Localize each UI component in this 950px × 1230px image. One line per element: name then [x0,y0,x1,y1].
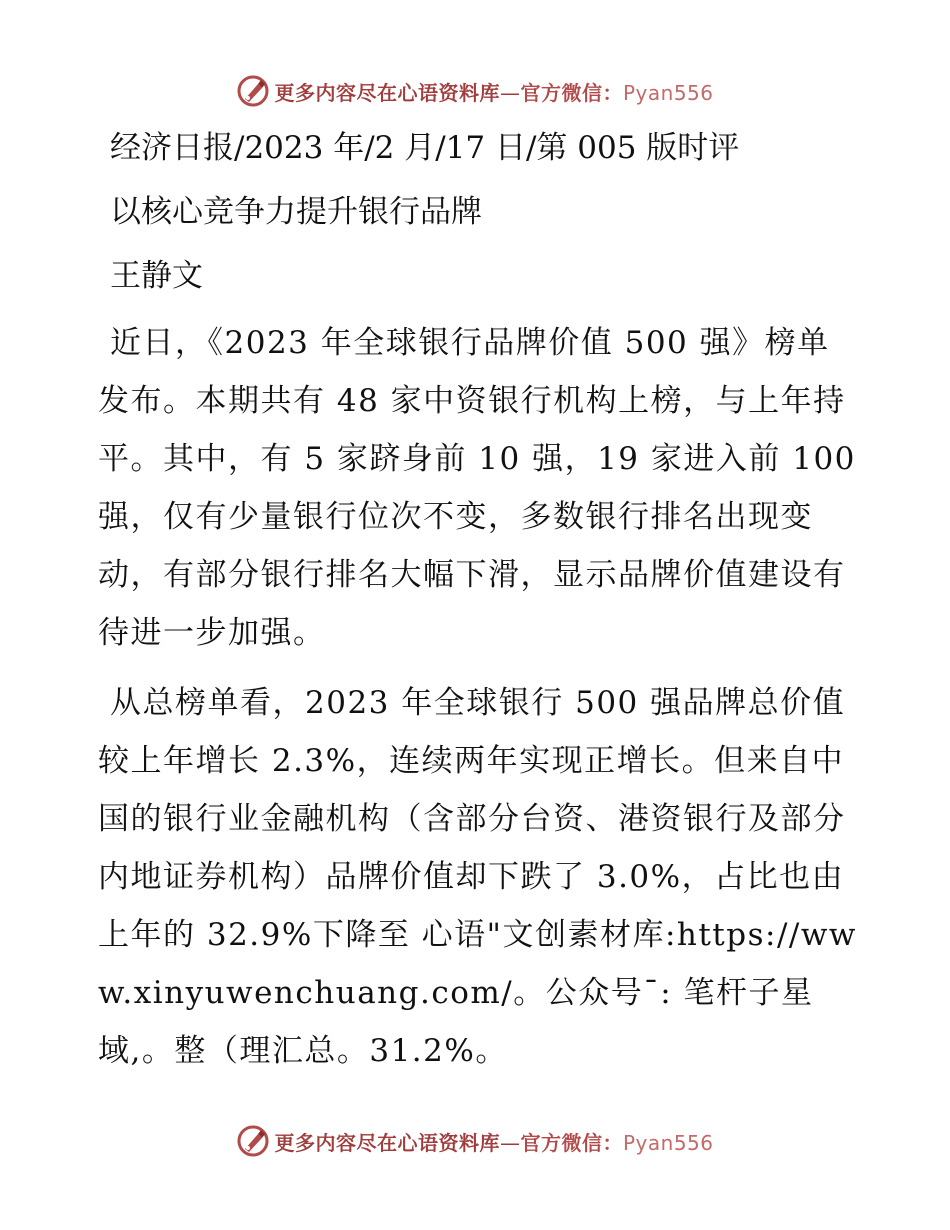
watermark-banner-bottom [0,1121,950,1161]
article-author: 王静文 [110,258,203,294]
watermark-slogan: 更多内容尽在心语资料库 [274,1130,500,1155]
watermark-separator: — [499,80,521,105]
watermark-separator: — [499,1130,521,1155]
article-title: 以核心竞争力提升银行品牌 [110,194,482,230]
watermark-label: 官方微信： [520,1130,623,1155]
watermark-label: 官方微信： [520,80,623,105]
watermark-wechat-id: Pyan556 [622,1130,714,1155]
source-line: 经济日报/2023 年/2 月/17 日/第 005 版时评 [110,130,740,166]
paragraph-text: 从总榜单看，2023 年全球银行 500 强品牌总价值较上年增长 2.3%，连续两年实现正增长。但来自中国的银行业金融机构（含部分台资、港资银行及部分内地证券机构）品牌价值却下跌了 3.0%，占比也由上年的 32.9%下降至 心语"文创素材库:https://www.xinyuwenchuang.com/。公众号¯: 笔杆子星域,。整（理汇总。31.2%。 [98,685,857,1069]
watermark-banner-top [0,71,950,111]
watermark-text [274,1127,713,1156]
watermark-wechat-id: Pyan556 [622,80,714,105]
fountain-pen-seal-icon [236,1124,270,1158]
paragraph-2 [98,674,858,1080]
article-body [98,122,868,1080]
paragraph-text: 近日，《2023 年全球银行品牌价值 500 强》榜单发布。本期共有 48 家中资银行机构上榜，与上年持平。其中，有 5 家跻身前 10 强，19 家进入前 100 强，仅有少量银行位次不变，多数银行排名出现变动，有部分银行排名大幅下滑，显示品牌价值建设有待进一步加强。 [98,325,868,651]
paragraph-1 [98,314,868,662]
watermark-text [274,77,713,106]
fountain-pen-seal-icon [236,74,270,108]
watermark-slogan: 更多内容尽在心语资料库 [274,80,500,105]
